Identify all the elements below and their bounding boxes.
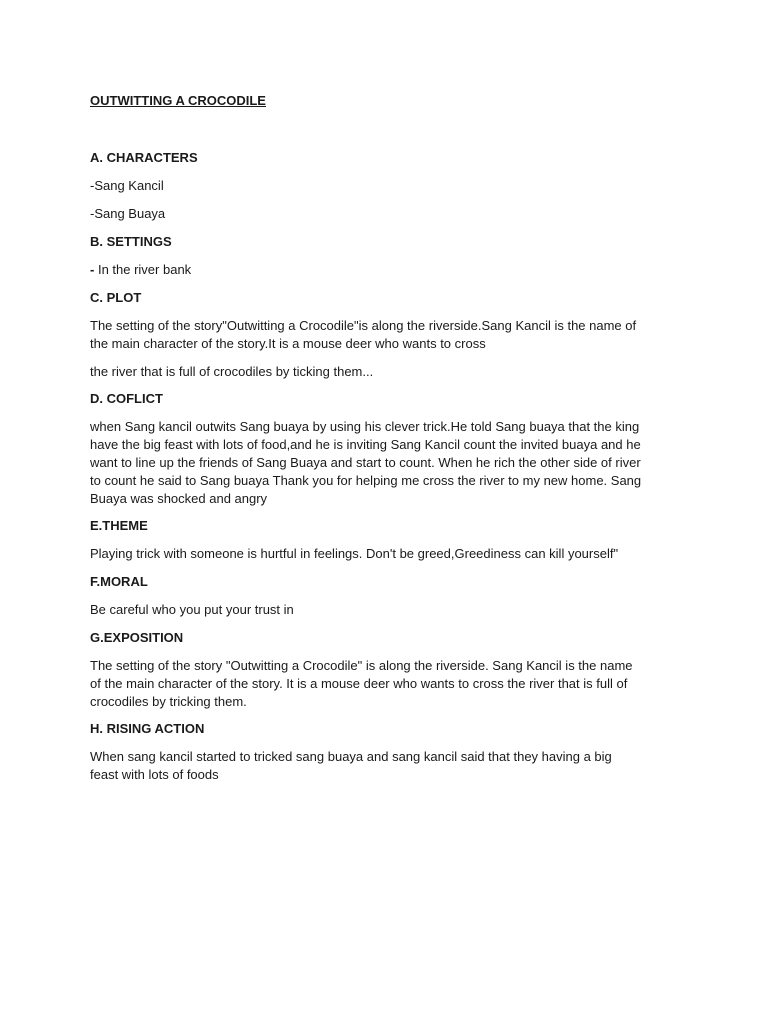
character-item: -Sang Buaya	[90, 206, 166, 221]
rising-action-line: When sang kancil started to tricked sang buaya and sang kancil said that they having a big	[90, 749, 612, 764]
conflict-line: want to line up the friends of Sang Buaya and start to count. When he rich the other side of river	[90, 455, 641, 470]
character-item: -Sang Kancil	[90, 178, 164, 193]
characters-heading: A. CHARACTERS	[90, 150, 198, 165]
plot-line: the main character of the story.It is a mouse deer who wants to cross	[90, 336, 486, 351]
conflict-line: Buaya was shocked and angry	[90, 491, 268, 506]
settings-dash: -	[90, 262, 95, 277]
rising-action-heading: H. RISING ACTION	[90, 721, 205, 736]
exposition-paragraph	[90, 657, 690, 711]
plot-continuation: the river that is full of crocodiles by ticking them...	[90, 364, 374, 379]
moral-heading: F.MORAL	[90, 574, 148, 589]
settings-value: In the river bank	[94, 262, 192, 277]
theme-heading: E.THEME	[90, 518, 148, 533]
plot-paragraph	[90, 317, 690, 353]
exposition-line: The setting of the story "Outwitting a Crocodile" is along the riverside. Sang Kancil is the name	[90, 658, 633, 673]
document-title: OUTWITTING A CROCODILE	[90, 93, 266, 108]
plot-heading: C. PLOT	[90, 290, 142, 305]
settings-heading: B. SETTINGS	[90, 234, 172, 249]
conflict-line: to count he said to Sang buaya Thank you for helping me cross the river to my new home. Sang	[90, 473, 642, 488]
conflict-paragraph	[90, 418, 690, 508]
conflict-line: when Sang kancil outwits Sang buaya by using his clever trick.He told Sang buaya that the king	[90, 419, 640, 434]
settings-text	[90, 261, 690, 279]
theme-text: Playing trick with someone is hurtful in feelings. Don't be greed,Greediness can kill yourself"	[90, 546, 619, 561]
rising-action-line: feast with lots of foods	[90, 767, 219, 782]
exposition-line: crocodiles by tricking them.	[90, 694, 247, 709]
plot-line: The setting of the story"Outwitting a Crocodile"is along the riverside.Sang Kancil is the name of	[90, 318, 637, 333]
exposition-heading: G.EXPOSITION	[90, 630, 184, 645]
rising-action-paragraph	[90, 748, 690, 784]
conflict-heading: D. COFLICT	[90, 391, 163, 406]
conflict-line: have the big feast with lots of food,and he is inviting Sang Kancil count the invited buaya and he	[90, 437, 641, 452]
exposition-line: of the main character of the story. It is a mouse deer who wants to cross the river that is full of	[90, 676, 628, 691]
moral-text: Be careful who you put your trust in	[90, 602, 294, 617]
